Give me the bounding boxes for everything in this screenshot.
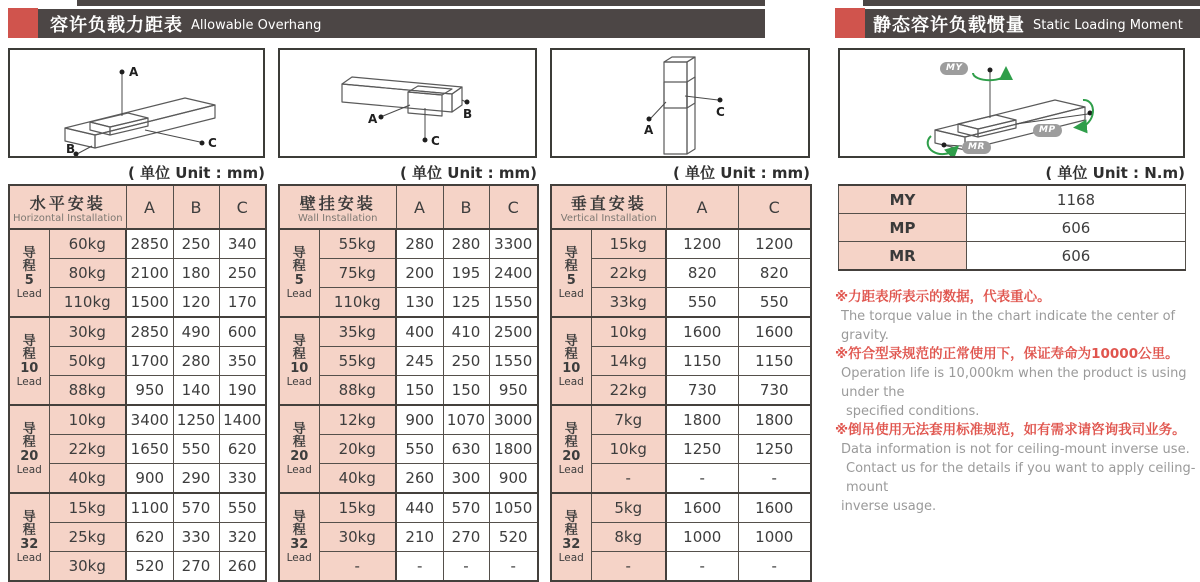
value-cell: - xyxy=(666,552,738,582)
weight-cell: 30kg xyxy=(49,552,126,582)
weight-cell: 22kg xyxy=(49,435,126,464)
table-row xyxy=(279,317,538,347)
weight-cell: 25kg xyxy=(49,523,126,552)
table-row xyxy=(279,493,538,523)
weight-cell: 15kg xyxy=(319,493,396,523)
value-cell: 1600 xyxy=(738,493,811,523)
lead-number: 10 xyxy=(562,360,581,376)
value-cell: 250 xyxy=(443,347,489,376)
value-cell: 340 xyxy=(219,229,266,259)
table-row xyxy=(9,229,266,259)
overhang-label-c: C xyxy=(431,134,440,148)
value-cell: 1000 xyxy=(666,523,738,552)
value-cell: 2850 xyxy=(126,317,173,347)
value-cell: 280 xyxy=(173,347,219,376)
installation-table xyxy=(278,184,539,582)
lead-en: Lead xyxy=(16,551,42,564)
value-cell: 1800 xyxy=(489,435,538,464)
weight-cell: 88kg xyxy=(319,376,396,406)
table-row xyxy=(9,405,266,435)
unit-label-mm: ( 单位 Unit : mm) xyxy=(127,164,265,182)
value-cell: 1600 xyxy=(666,317,738,347)
value-cell: 1550 xyxy=(489,347,538,376)
installation-table xyxy=(550,184,812,582)
weight-cell: 30kg xyxy=(49,317,126,347)
moment-table xyxy=(838,184,1186,271)
lead-en: Lead xyxy=(16,463,42,476)
lead-cn-char: 程 xyxy=(564,346,578,362)
value-cell: - xyxy=(738,464,811,494)
weight-cell: - xyxy=(591,552,666,582)
value-cell: 3000 xyxy=(489,405,538,435)
table-row xyxy=(279,229,538,259)
lead-cn-char: 程 xyxy=(292,258,306,274)
lead-number: 5 xyxy=(24,272,34,288)
value-cell: 330 xyxy=(173,523,219,552)
value-cell: 900 xyxy=(126,464,173,494)
weight-cell: 22kg xyxy=(591,376,666,406)
value-cell: 245 xyxy=(396,347,443,376)
weight-cell: - xyxy=(591,464,666,494)
lead-number: 32 xyxy=(290,536,309,552)
horizontal-installation-table xyxy=(8,184,267,582)
value-cell: - xyxy=(738,552,811,582)
column-header: A xyxy=(126,185,173,229)
weight-cell: 40kg xyxy=(49,464,126,494)
value-cell: - xyxy=(443,552,489,582)
lead-cn-char: 程 xyxy=(22,434,36,450)
value-cell: 1150 xyxy=(738,347,811,376)
lead-group-cell xyxy=(9,493,49,581)
lead-cn-char: 导 xyxy=(292,509,306,525)
table-row xyxy=(551,493,811,523)
lead-cn-char: 导 xyxy=(292,421,306,437)
lead-cn-char: 导 xyxy=(564,421,578,437)
lead-number: 5 xyxy=(566,272,576,288)
value-cell: 1600 xyxy=(738,317,811,347)
section-title-cn: 静态容许负载惯量 xyxy=(873,14,1025,36)
value-cell: 1070 xyxy=(443,405,489,435)
vertical-installation-diagram xyxy=(550,48,810,158)
weight-cell: 50kg xyxy=(49,347,126,376)
rail-moment-drawing xyxy=(840,50,1183,156)
rail-isometric-drawing xyxy=(552,50,808,156)
footnotes xyxy=(835,288,1199,516)
value-cell: 2400 xyxy=(489,259,538,288)
column-header: B xyxy=(173,185,219,229)
weight-cell: 15kg xyxy=(49,493,126,523)
lead-cn-char: 程 xyxy=(22,346,36,362)
moment-value: 606 xyxy=(967,214,1186,242)
value-cell: 1550 xyxy=(489,288,538,318)
value-cell: 120 xyxy=(173,288,219,318)
lead-cn-char: 导 xyxy=(22,333,36,349)
overhang-label-a: A xyxy=(368,112,378,126)
lead-number: 32 xyxy=(562,536,581,552)
rail-isometric-drawing xyxy=(280,50,535,156)
value-cell: 600 xyxy=(219,317,266,347)
weight-cell: 40kg xyxy=(319,464,396,494)
value-cell: 250 xyxy=(219,259,266,288)
lead-en: Lead xyxy=(558,287,584,300)
value-cell: 820 xyxy=(666,259,738,288)
moment-badge-mp: MP xyxy=(1033,124,1062,137)
weight-cell: 15kg xyxy=(591,229,666,259)
value-cell: 320 xyxy=(219,523,266,552)
overhang-label-b: B xyxy=(463,107,473,121)
value-cell: 440 xyxy=(396,493,443,523)
table-row xyxy=(551,229,811,259)
weight-cell: 110kg xyxy=(49,288,126,318)
table-title-cn: 垂直安装 xyxy=(570,193,647,213)
note-en: Data information is not for ceiling-mount inverse use. xyxy=(841,442,1190,457)
value-cell: 210 xyxy=(396,523,443,552)
lead-en: Lead xyxy=(16,287,42,300)
header-top-strip xyxy=(863,0,1200,6)
lead-cn-char: 程 xyxy=(292,522,306,538)
weight-cell: 110kg xyxy=(319,288,396,318)
value-cell: 900 xyxy=(489,464,538,494)
overhang-label-c: C xyxy=(716,105,725,119)
value-cell: 400 xyxy=(396,317,443,347)
lead-en: Lead xyxy=(286,375,312,388)
weight-cell: - xyxy=(319,552,396,582)
value-cell: 280 xyxy=(443,229,489,259)
value-cell: 570 xyxy=(173,493,219,523)
note-en: inverse usage. xyxy=(841,499,937,514)
value-cell: 130 xyxy=(396,288,443,318)
value-cell: 1400 xyxy=(219,405,266,435)
weight-cell: 8kg xyxy=(591,523,666,552)
value-cell: 300 xyxy=(443,464,489,494)
lead-group-cell xyxy=(551,317,591,405)
table-title-cn: 壁挂安装 xyxy=(299,193,376,213)
lead-cn-char: 导 xyxy=(564,333,578,349)
unit-label-mm: ( 单位 Unit : mm) xyxy=(399,164,537,182)
lead-en: Lead xyxy=(286,551,312,564)
lead-number: 32 xyxy=(20,536,39,552)
overhang-label-a: A xyxy=(129,65,139,79)
lead-group-cell xyxy=(551,493,591,581)
value-cell: 730 xyxy=(738,376,811,406)
lead-cn-char: 导 xyxy=(564,245,578,261)
table-row xyxy=(839,185,1186,214)
header-accent-square xyxy=(8,8,38,38)
weight-cell: 80kg xyxy=(49,259,126,288)
note-cn: ※力距表所表示的数据，代表重心。 xyxy=(835,289,1051,305)
lead-cn-char: 程 xyxy=(22,258,36,274)
value-cell: 140 xyxy=(173,376,219,406)
note-cn: ※符合型录规范的正常使用下，保证寿命为10000公里。 xyxy=(835,346,1179,362)
column-header: C xyxy=(738,185,811,229)
value-cell: 150 xyxy=(443,376,489,406)
weight-cell: 5kg xyxy=(591,493,666,523)
section-title-cn: 容许负载力距表 xyxy=(50,14,183,36)
moment-badge-my: MY xyxy=(940,62,968,75)
value-cell: 490 xyxy=(173,317,219,347)
value-cell: 550 xyxy=(173,435,219,464)
lead-group-cell xyxy=(279,317,319,405)
lead-cn-char: 导 xyxy=(22,421,36,437)
lead-cn-char: 程 xyxy=(564,258,578,274)
lead-en: Lead xyxy=(558,463,584,476)
value-cell: 410 xyxy=(443,317,489,347)
section-title-en: Static Loading Moment xyxy=(1033,17,1183,33)
value-cell: 950 xyxy=(126,376,173,406)
value-cell: 1650 xyxy=(126,435,173,464)
wall-installation-diagram xyxy=(278,48,537,158)
weight-cell: 10kg xyxy=(591,435,666,464)
value-cell: - xyxy=(396,552,443,582)
lead-cn-char: 导 xyxy=(22,509,36,525)
weight-cell: 20kg xyxy=(319,435,396,464)
value-cell: 250 xyxy=(173,229,219,259)
table-title-cell xyxy=(279,185,396,229)
value-cell: 1200 xyxy=(666,229,738,259)
value-cell: 180 xyxy=(173,259,219,288)
value-cell: 900 xyxy=(396,405,443,435)
section-header-static-loading-moment xyxy=(849,9,1200,38)
table-row xyxy=(279,405,538,435)
lead-group-cell xyxy=(551,229,591,317)
overhang-label-b: B xyxy=(66,142,76,156)
value-cell: 620 xyxy=(219,435,266,464)
value-cell: 1200 xyxy=(738,229,811,259)
table-title-en: Vertical Installation xyxy=(560,212,657,224)
lead-group-cell xyxy=(9,229,49,317)
value-cell: 620 xyxy=(126,523,173,552)
note-cn: ※倒吊使用无法套用标准规范，如有需求请咨询我司业务。 xyxy=(835,422,1186,438)
value-cell: 330 xyxy=(219,464,266,494)
moment-label: MY xyxy=(839,185,967,214)
value-cell: 150 xyxy=(396,376,443,406)
lead-cn-char: 程 xyxy=(292,434,306,450)
weight-cell: 7kg xyxy=(591,405,666,435)
value-cell: 1100 xyxy=(126,493,173,523)
value-cell: 1700 xyxy=(126,347,173,376)
value-cell: 260 xyxy=(219,552,266,582)
value-cell: 290 xyxy=(173,464,219,494)
value-cell: 195 xyxy=(443,259,489,288)
value-cell: 350 xyxy=(219,347,266,376)
lead-group-cell xyxy=(279,405,319,493)
lead-number: 10 xyxy=(290,360,309,376)
value-cell: 270 xyxy=(173,552,219,582)
lead-en: Lead xyxy=(558,551,584,564)
value-cell: 1000 xyxy=(738,523,811,552)
weight-cell: 33kg xyxy=(591,288,666,318)
value-cell: 730 xyxy=(666,376,738,406)
lead-group-cell xyxy=(9,317,49,405)
table-title-en: Wall Installation xyxy=(298,212,378,224)
header-top-strip xyxy=(77,0,765,6)
weight-cell: 35kg xyxy=(319,317,396,347)
table-header-row xyxy=(551,185,811,229)
value-cell: - xyxy=(666,464,738,494)
value-cell: 820 xyxy=(738,259,811,288)
unit-label-nm: ( 单位 Unit : N.m) xyxy=(1045,164,1185,182)
lead-en: Lead xyxy=(16,375,42,388)
table-title-en: Horizontal Installation xyxy=(12,212,123,224)
lead-cn-char: 程 xyxy=(564,522,578,538)
weight-cell: 12kg xyxy=(319,405,396,435)
value-cell: 550 xyxy=(738,288,811,318)
static-loading-moment-table xyxy=(838,184,1186,271)
lead-cn-char: 导 xyxy=(22,245,36,261)
value-cell: 1250 xyxy=(173,405,219,435)
value-cell: 1500 xyxy=(126,288,173,318)
value-cell: 1150 xyxy=(666,347,738,376)
column-header: A xyxy=(396,185,443,229)
weight-cell: 88kg xyxy=(49,376,126,406)
moment-value: 606 xyxy=(967,242,1186,271)
weight-cell: 10kg xyxy=(49,405,126,435)
lead-number: 5 xyxy=(294,272,304,288)
lead-number: 20 xyxy=(562,448,581,464)
value-cell: 520 xyxy=(489,523,538,552)
value-cell: 2500 xyxy=(489,317,538,347)
header-accent-square xyxy=(835,8,865,38)
value-cell: 550 xyxy=(219,493,266,523)
value-cell: 630 xyxy=(443,435,489,464)
value-cell: 260 xyxy=(396,464,443,494)
moment-value: 1168 xyxy=(967,185,1186,214)
section-header-allowable-overhang xyxy=(8,9,765,38)
value-cell: 190 xyxy=(219,376,266,406)
horizontal-installation-diagram xyxy=(8,48,265,158)
lead-cn-char: 程 xyxy=(564,434,578,450)
value-cell: 570 xyxy=(443,493,489,523)
value-cell: 1800 xyxy=(666,405,738,435)
unit-label-mm: ( 单位 Unit : mm) xyxy=(672,164,810,182)
moment-badge-mr: MR xyxy=(962,141,991,154)
value-cell: 1050 xyxy=(489,493,538,523)
value-cell: 3300 xyxy=(489,229,538,259)
lead-cn-char: 导 xyxy=(292,333,306,349)
lead-en: Lead xyxy=(286,287,312,300)
table-row xyxy=(551,405,811,435)
value-cell: 2850 xyxy=(126,229,173,259)
moment-label: MR xyxy=(839,242,967,271)
lead-group-cell xyxy=(279,493,319,581)
lead-group-cell xyxy=(551,405,591,493)
value-cell: 125 xyxy=(443,288,489,318)
value-cell: 170 xyxy=(219,288,266,318)
note-en: Operation life is 10,000km when the product is using under the xyxy=(841,366,1187,400)
value-cell: 1800 xyxy=(738,405,811,435)
section-title-en: Allowable Overhang xyxy=(191,17,322,33)
lead-en: Lead xyxy=(558,375,584,388)
table-header-row xyxy=(9,185,266,229)
value-cell: 200 xyxy=(396,259,443,288)
value-cell: 280 xyxy=(396,229,443,259)
value-cell: 1250 xyxy=(738,435,811,464)
moment-label: MP xyxy=(839,214,967,242)
weight-cell: 55kg xyxy=(319,347,396,376)
column-header: C xyxy=(219,185,266,229)
note-en: Contact us for the details if you want to apply ceiling-mount xyxy=(846,461,1196,495)
overhang-label-a: A xyxy=(644,123,654,137)
table-row xyxy=(9,493,266,523)
value-cell: 270 xyxy=(443,523,489,552)
moment-diagram xyxy=(838,48,1185,158)
installation-table xyxy=(8,184,267,582)
value-cell: 550 xyxy=(396,435,443,464)
lead-cn-char: 导 xyxy=(292,245,306,261)
weight-cell: 14kg xyxy=(591,347,666,376)
weight-cell: 55kg xyxy=(319,229,396,259)
lead-cn-char: 程 xyxy=(292,346,306,362)
table-row xyxy=(9,317,266,347)
value-cell: 950 xyxy=(489,376,538,406)
weight-cell: 60kg xyxy=(49,229,126,259)
note-en: specified conditions. xyxy=(846,404,980,419)
table-row xyxy=(551,317,811,347)
vertical-installation-table xyxy=(550,184,812,582)
weight-cell: 75kg xyxy=(319,259,396,288)
lead-number: 20 xyxy=(20,448,39,464)
lead-cn-char: 程 xyxy=(22,522,36,538)
lead-cn-char: 导 xyxy=(564,509,578,525)
value-cell: 1600 xyxy=(666,493,738,523)
weight-cell: 10kg xyxy=(591,317,666,347)
value-cell: 2100 xyxy=(126,259,173,288)
lead-group-cell xyxy=(9,405,49,493)
wall-installation-table xyxy=(278,184,539,582)
lead-en: Lead xyxy=(286,463,312,476)
lead-number: 20 xyxy=(290,448,309,464)
note-en: The torque value in the chart indicate the center of gravity. xyxy=(841,309,1176,343)
column-header: A xyxy=(666,185,738,229)
value-cell: 3400 xyxy=(126,405,173,435)
table-title-cell xyxy=(9,185,126,229)
column-header: B xyxy=(443,185,489,229)
table-header-row xyxy=(279,185,538,229)
value-cell: 550 xyxy=(666,288,738,318)
weight-cell: 30kg xyxy=(319,523,396,552)
value-cell: - xyxy=(489,552,538,582)
overhang-label-c: C xyxy=(208,136,217,150)
value-cell: 520 xyxy=(126,552,173,582)
value-cell: 1250 xyxy=(666,435,738,464)
lead-group-cell xyxy=(279,229,319,317)
table-title-cn: 水平安装 xyxy=(29,193,106,213)
weight-cell: 22kg xyxy=(591,259,666,288)
table-row xyxy=(839,214,1186,242)
table-row xyxy=(839,242,1186,271)
table-title-cell xyxy=(551,185,666,229)
column-header: C xyxy=(489,185,538,229)
lead-number: 10 xyxy=(20,360,39,376)
